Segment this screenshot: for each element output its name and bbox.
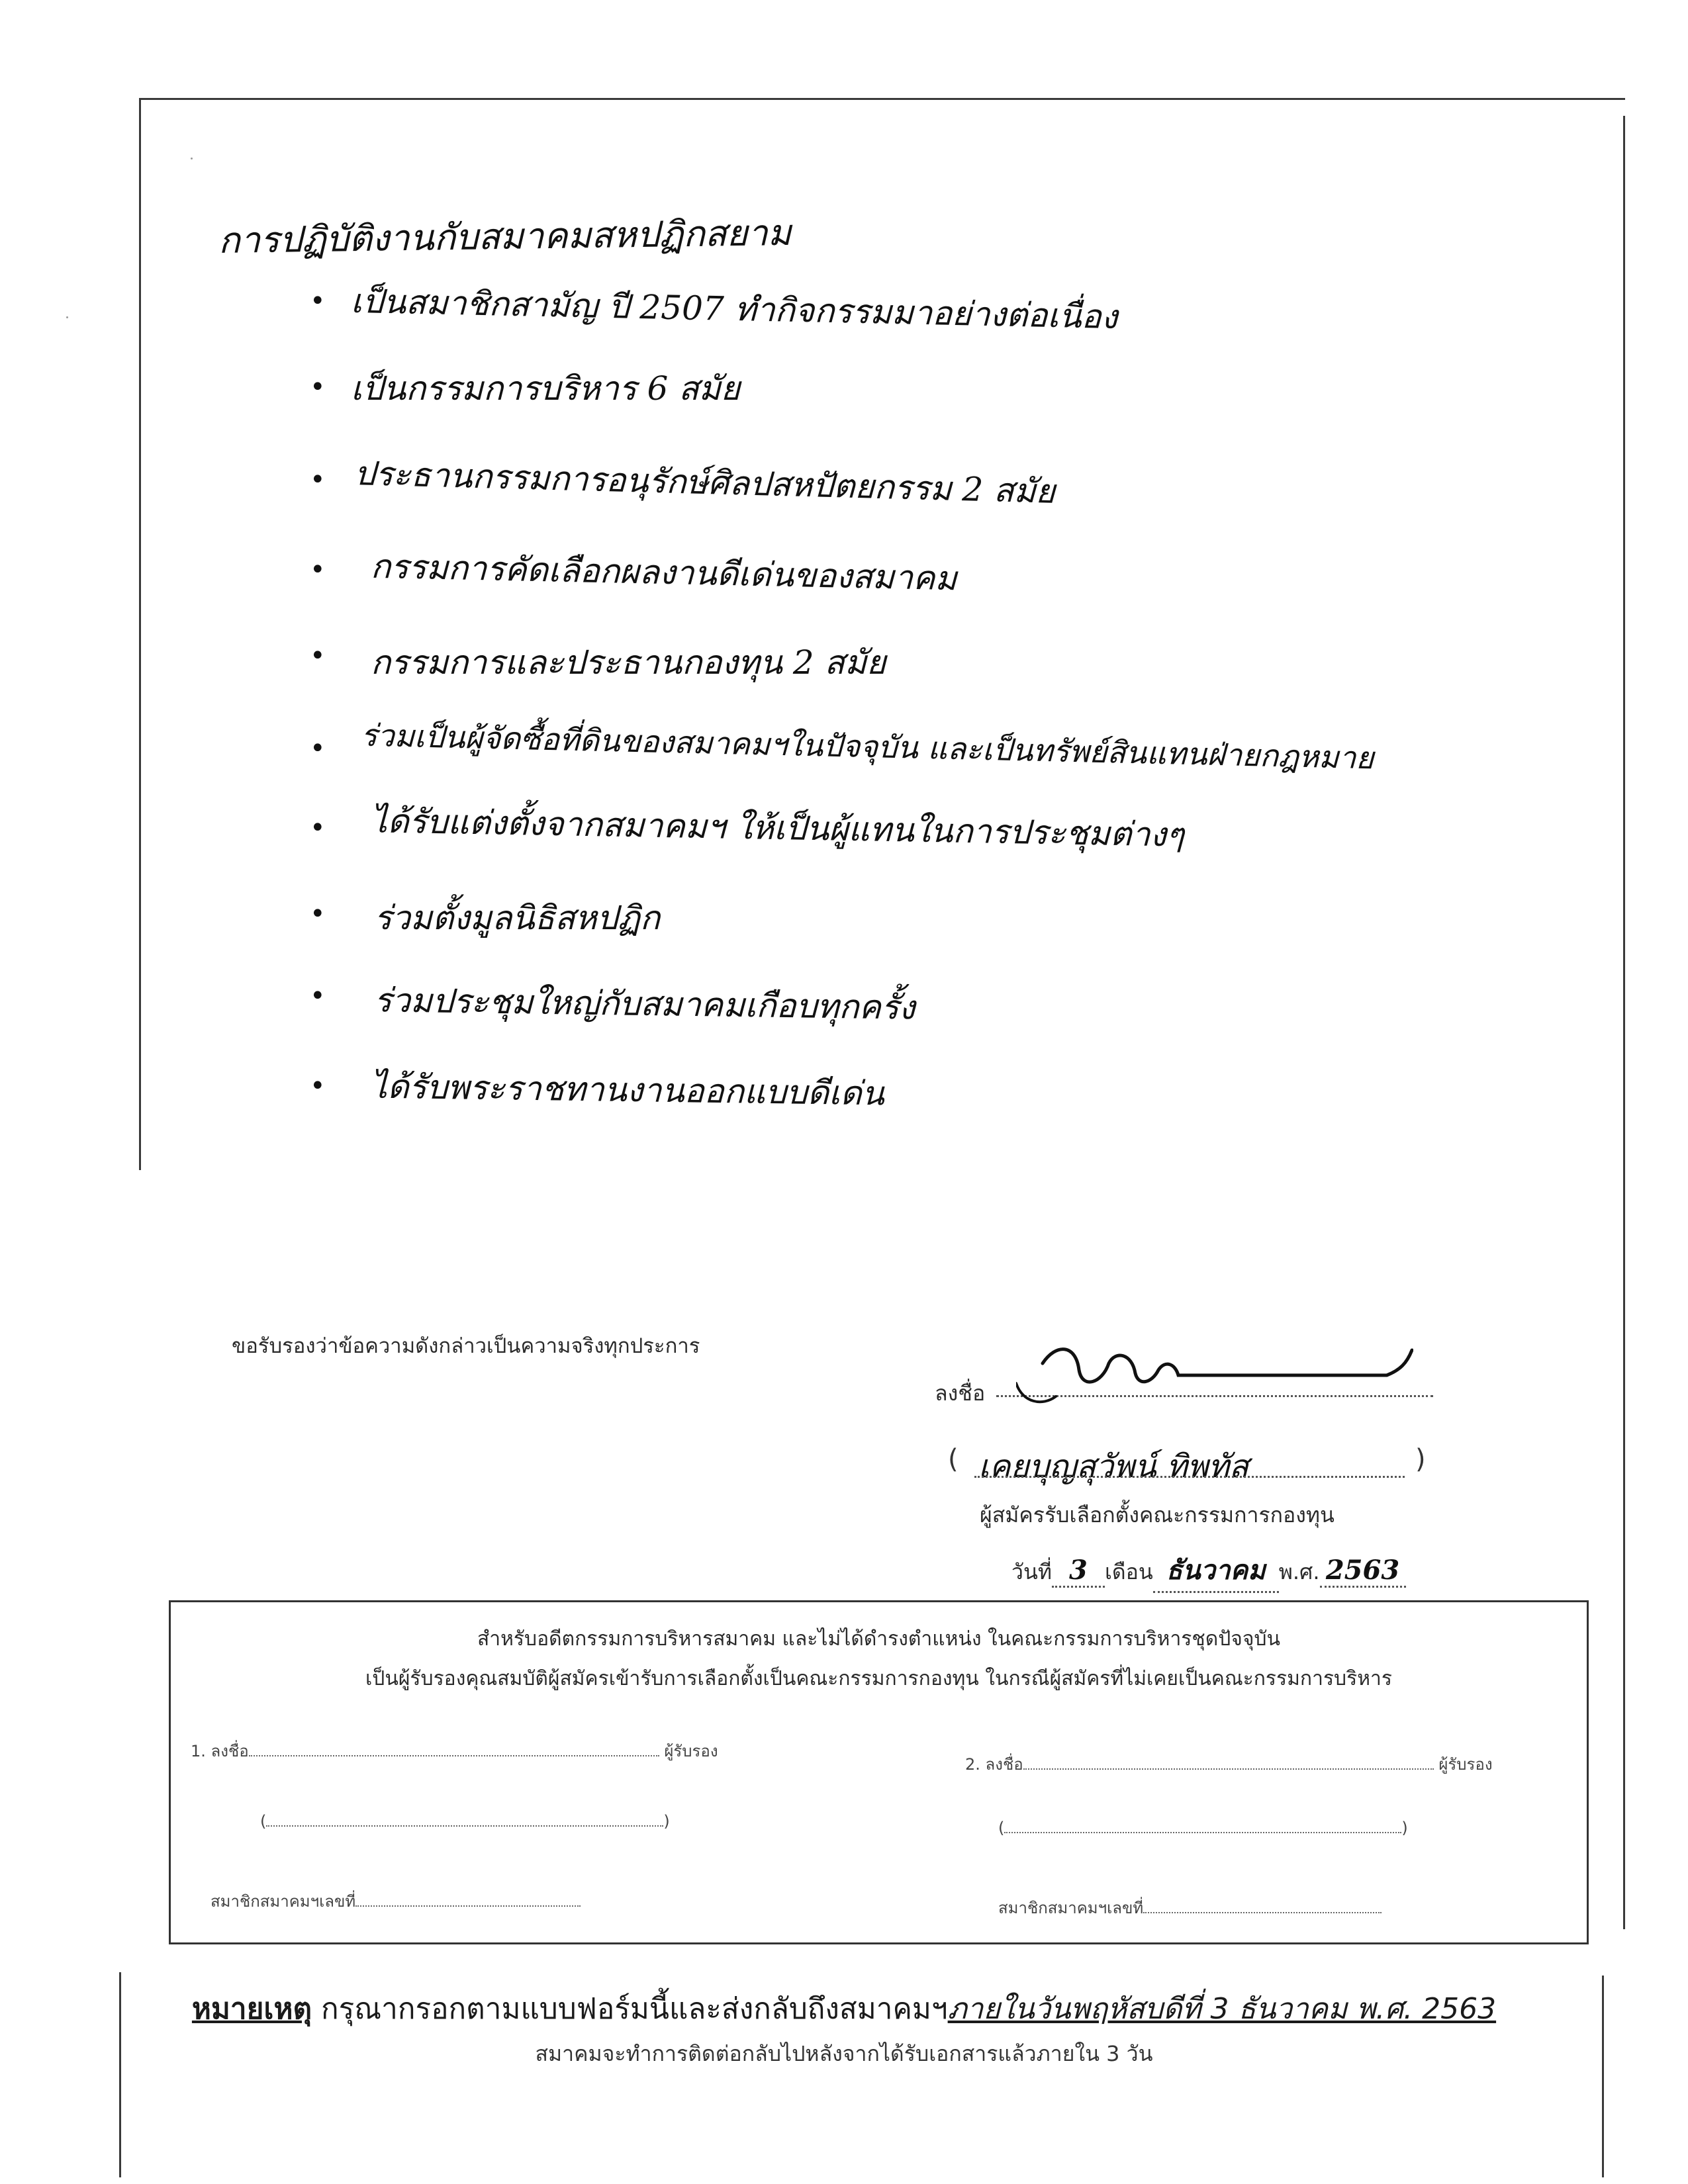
endorser-1-name-line[interactable] [266, 1825, 663, 1827]
footer-sub-note: สมาคมจะทำการติดต่อกลับไปหลังจากได้รับเอกสารแล้วภายใน 3 วัน [535, 2041, 1153, 2066]
bullet-icon: • [310, 286, 326, 316]
endorser-2-member-no-line[interactable] [1143, 1912, 1382, 1913]
list-item: ร่วมตั้งมูลนิธิสหปฏิก [374, 899, 661, 937]
bullet-icon: • [310, 981, 326, 1011]
list-item: เป็นสมาชิกสามัญ ปี 2507 ทำกิจกรรมมาอย่างต่อเนื่อง [350, 281, 1118, 337]
page-border-right [1623, 116, 1625, 1929]
endorser-1-sign: 1. ลงชื่อ ผู้รับรอง [191, 1742, 718, 1760]
applicant-role: ผู้สมัครรับเลือกตั้งคณะกรรมการกองทุน [980, 1502, 1335, 1527]
bullet-icon: • [310, 372, 326, 402]
date-month-value: ธันวาคม [1166, 1555, 1266, 1586]
page-border-top [139, 98, 1625, 100]
bullet-icon: • [310, 813, 326, 843]
footer-note [0, 1985, 1688, 2032]
bullet-icon: • [310, 465, 326, 495]
paren-close: ) [1415, 1444, 1426, 1475]
handwritten-heading: การปฏิบัติงานกับสมาคมสหปฏิกสยาม [218, 211, 792, 261]
paren-open: ( [948, 1444, 959, 1475]
note-deadline: ภายในวันพฤหัสบดีที่ 3 ธันวาคม พ.ศ. 2563 [947, 1992, 1497, 2026]
list-item: ร่วมประชุมใหญ่กับสมาคมเกือบทุกครั้ง [373, 981, 915, 1027]
certification-statement: ขอรับรองว่าข้อความดังกล่าวเป็นความจริงทุกประการ [232, 1334, 700, 1358]
scan-speck [66, 316, 68, 318]
endorser-1-name: ( ) [260, 1812, 670, 1831]
date-month-label: เดือน [1104, 1559, 1153, 1584]
list-item: ร่วมเป็นผู้จัดซื้อที่ดินของสมาคมฯในปัจจุบัน และเป็นทรัพย์สินแทนฝ่ายกฎหมาย [360, 717, 1374, 776]
endorser-1-member-no-line[interactable] [355, 1905, 581, 1907]
bullet-icon: • [310, 641, 326, 671]
date-year-value: 2563 [1325, 1555, 1400, 1586]
sign-label: ลงชื่อ [935, 1381, 986, 1406]
endorser-2-sign: 2. ลงชื่อ ผู้รับรอง [965, 1755, 1493, 1774]
list-item: ได้รับพระราชทานงานออกแบบดีเด่น [370, 1067, 885, 1113]
endorsement-box [169, 1600, 1589, 1944]
bullet-icon: • [310, 555, 326, 585]
endorser-2-member-no: สมาชิกสมาคมฯเลขที่ [998, 1895, 1382, 1921]
endorser-1-sign-line[interactable] [249, 1755, 659, 1756]
name-line [974, 1476, 1405, 1478]
list-item: กรรมการคัดเลือกผลงานดีเด่นของสมาคม [370, 547, 958, 598]
endorser-1-member-no: สมาชิกสมาคมฯเลขที่ [211, 1888, 581, 1914]
scan-speck [191, 158, 193, 159]
signature-date [1011, 1549, 1406, 1593]
endorsement-heading-2: เป็นผู้รับรองคุณสมบัติผู้สมัครเข้ารับการเลือกตั้งเป็นคณะกรรมการกองทุน ในกรณีผู้สมัครที่ไม่เคยเป็นคณะกรรมการบริหาร [365, 1667, 1392, 1690]
date-day-label: วันที่ [1011, 1559, 1052, 1584]
handwritten-signature [1016, 1337, 1413, 1410]
endorser-2-sign-line[interactable] [1023, 1768, 1434, 1770]
bullet-icon: • [310, 733, 326, 764]
bullet-icon: • [310, 1071, 326, 1101]
endorsement-heading-1: สำหรับอดีตกรรมการบริหารสมาคม และไม่ได้ดำรงตำแหน่ง ในคณะกรรมการบริหารชุดปัจจุบัน [477, 1627, 1280, 1651]
date-day-value: 3 [1069, 1555, 1088, 1586]
list-item: ได้รับแต่งตั้งจากสมาคมฯ ให้เป็นผู้แทนในการประชุมต่างๆ [370, 801, 1185, 854]
endorser-2-name-line[interactable] [1004, 1832, 1401, 1833]
applicant-name-handwritten: เคยบุญสุวัพน์ ทิพทัส [978, 1448, 1249, 1485]
note-label: หมายเหตุ [191, 1992, 312, 2026]
note-text: กรุณากรอกตามแบบฟอร์มนี้และส่งกลับถึงสมาคมฯ [312, 1992, 948, 2026]
bullet-icon: • [310, 899, 326, 929]
page-border-left [139, 98, 141, 1170]
endorser-2-name: ( ) [998, 1819, 1408, 1837]
date-year-label: พ.ศ. [1278, 1559, 1320, 1584]
list-item: กรรมการและประธานกองทุน 2 สมัย [371, 643, 886, 682]
list-item: เป็นกรรมการบริหาร 6 สมัย [351, 369, 741, 408]
list-item: ประธานกรรมการอนุรักษ์ศิลปสหปัตยกรรม 2 สมัย [353, 454, 1056, 511]
